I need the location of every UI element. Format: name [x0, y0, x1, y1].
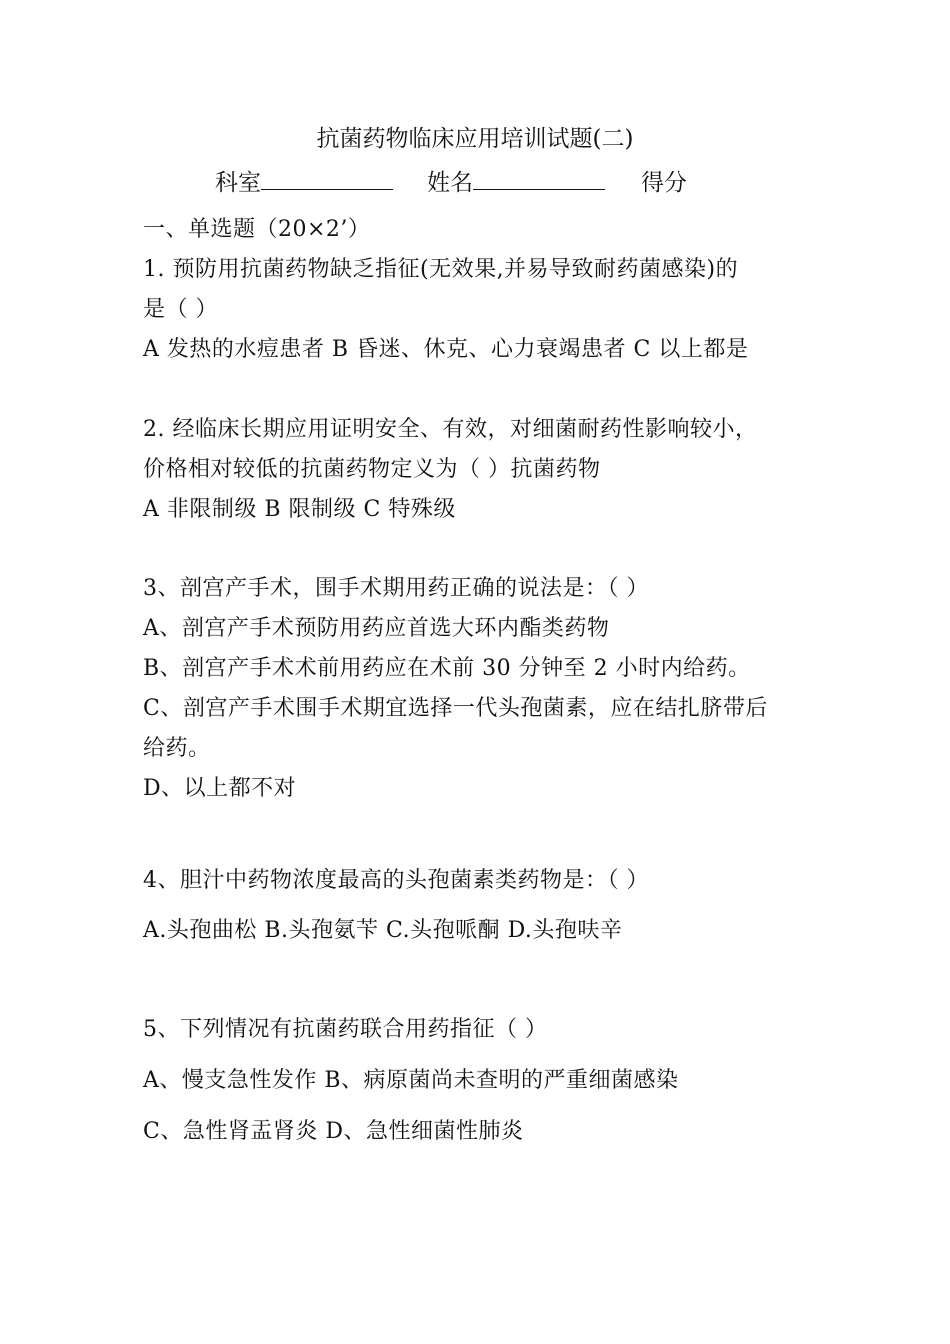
name-label: 姓名: [427, 170, 473, 196]
question-1-options: A 发热的水痘患者 B 昏迷、休克、心力衰竭患者 C 以上都是: [143, 337, 749, 362]
section-heading: 一、单选题（20×2’）: [143, 217, 371, 242]
question-2-options: A 非限制级 B 限制级 C 特殊级: [143, 497, 456, 522]
question-3-option-b: B、剖宫产手术术前用药应在术前 30 分钟至 2 小时内给药。: [143, 656, 751, 681]
question-3-option-c: C、剖宫产手术围手术期宜选择一代头孢菌素，应在结扎脐带后: [143, 696, 768, 721]
question-2-line-2: 价格相对较低的抗菌药物定义为（ ）抗菌药物: [143, 457, 601, 482]
score-label: 得分: [641, 170, 687, 196]
question-3-option-c-cont: 给药。: [143, 736, 211, 761]
question-4-line-1: 4、胆汁中药物浓度最高的头孢菌素类药物是：（ ）: [143, 868, 649, 893]
question-3-option-a: A、剖宫产手术预防用药应首选大环内酯类药物: [143, 616, 610, 641]
question-3-option-d: D、以上都不对: [143, 776, 297, 801]
page-title: 抗菌药物临床应用培训试题(二): [316, 126, 634, 152]
department-blank: [261, 167, 393, 190]
name-blank: [473, 167, 605, 190]
question-5-line-1: 5、下列情况有抗菌药联合用药指征（ ）: [143, 1017, 548, 1042]
department-label: 科室: [215, 170, 261, 196]
question-2-line-1: 2. 经临床长期应用证明安全、有效，对细菌耐药性影响较小，: [143, 417, 758, 442]
header-fields: [215, 167, 687, 198]
question-4-options: A.头孢曲松 B.头孢氨苄 C.头孢哌酮 D.头孢呋辛: [143, 918, 623, 943]
question-5-options-cd: C、急性肾盂肾炎 D、急性细菌性肺炎: [143, 1119, 524, 1144]
question-3-line-1: 3、剖宫产手术，围手术期用药正确的说法是：（ ）: [143, 576, 649, 601]
question-1-line-1: 1. 预防用抗菌药物缺乏指征(无效果,并易导致耐药菌感染)的: [143, 257, 739, 282]
question-5-options-ab: A、慢支急性发作 B、病原菌尚未查明的严重细菌感染: [143, 1068, 679, 1093]
question-1-line-2: 是（ ）: [143, 297, 218, 322]
